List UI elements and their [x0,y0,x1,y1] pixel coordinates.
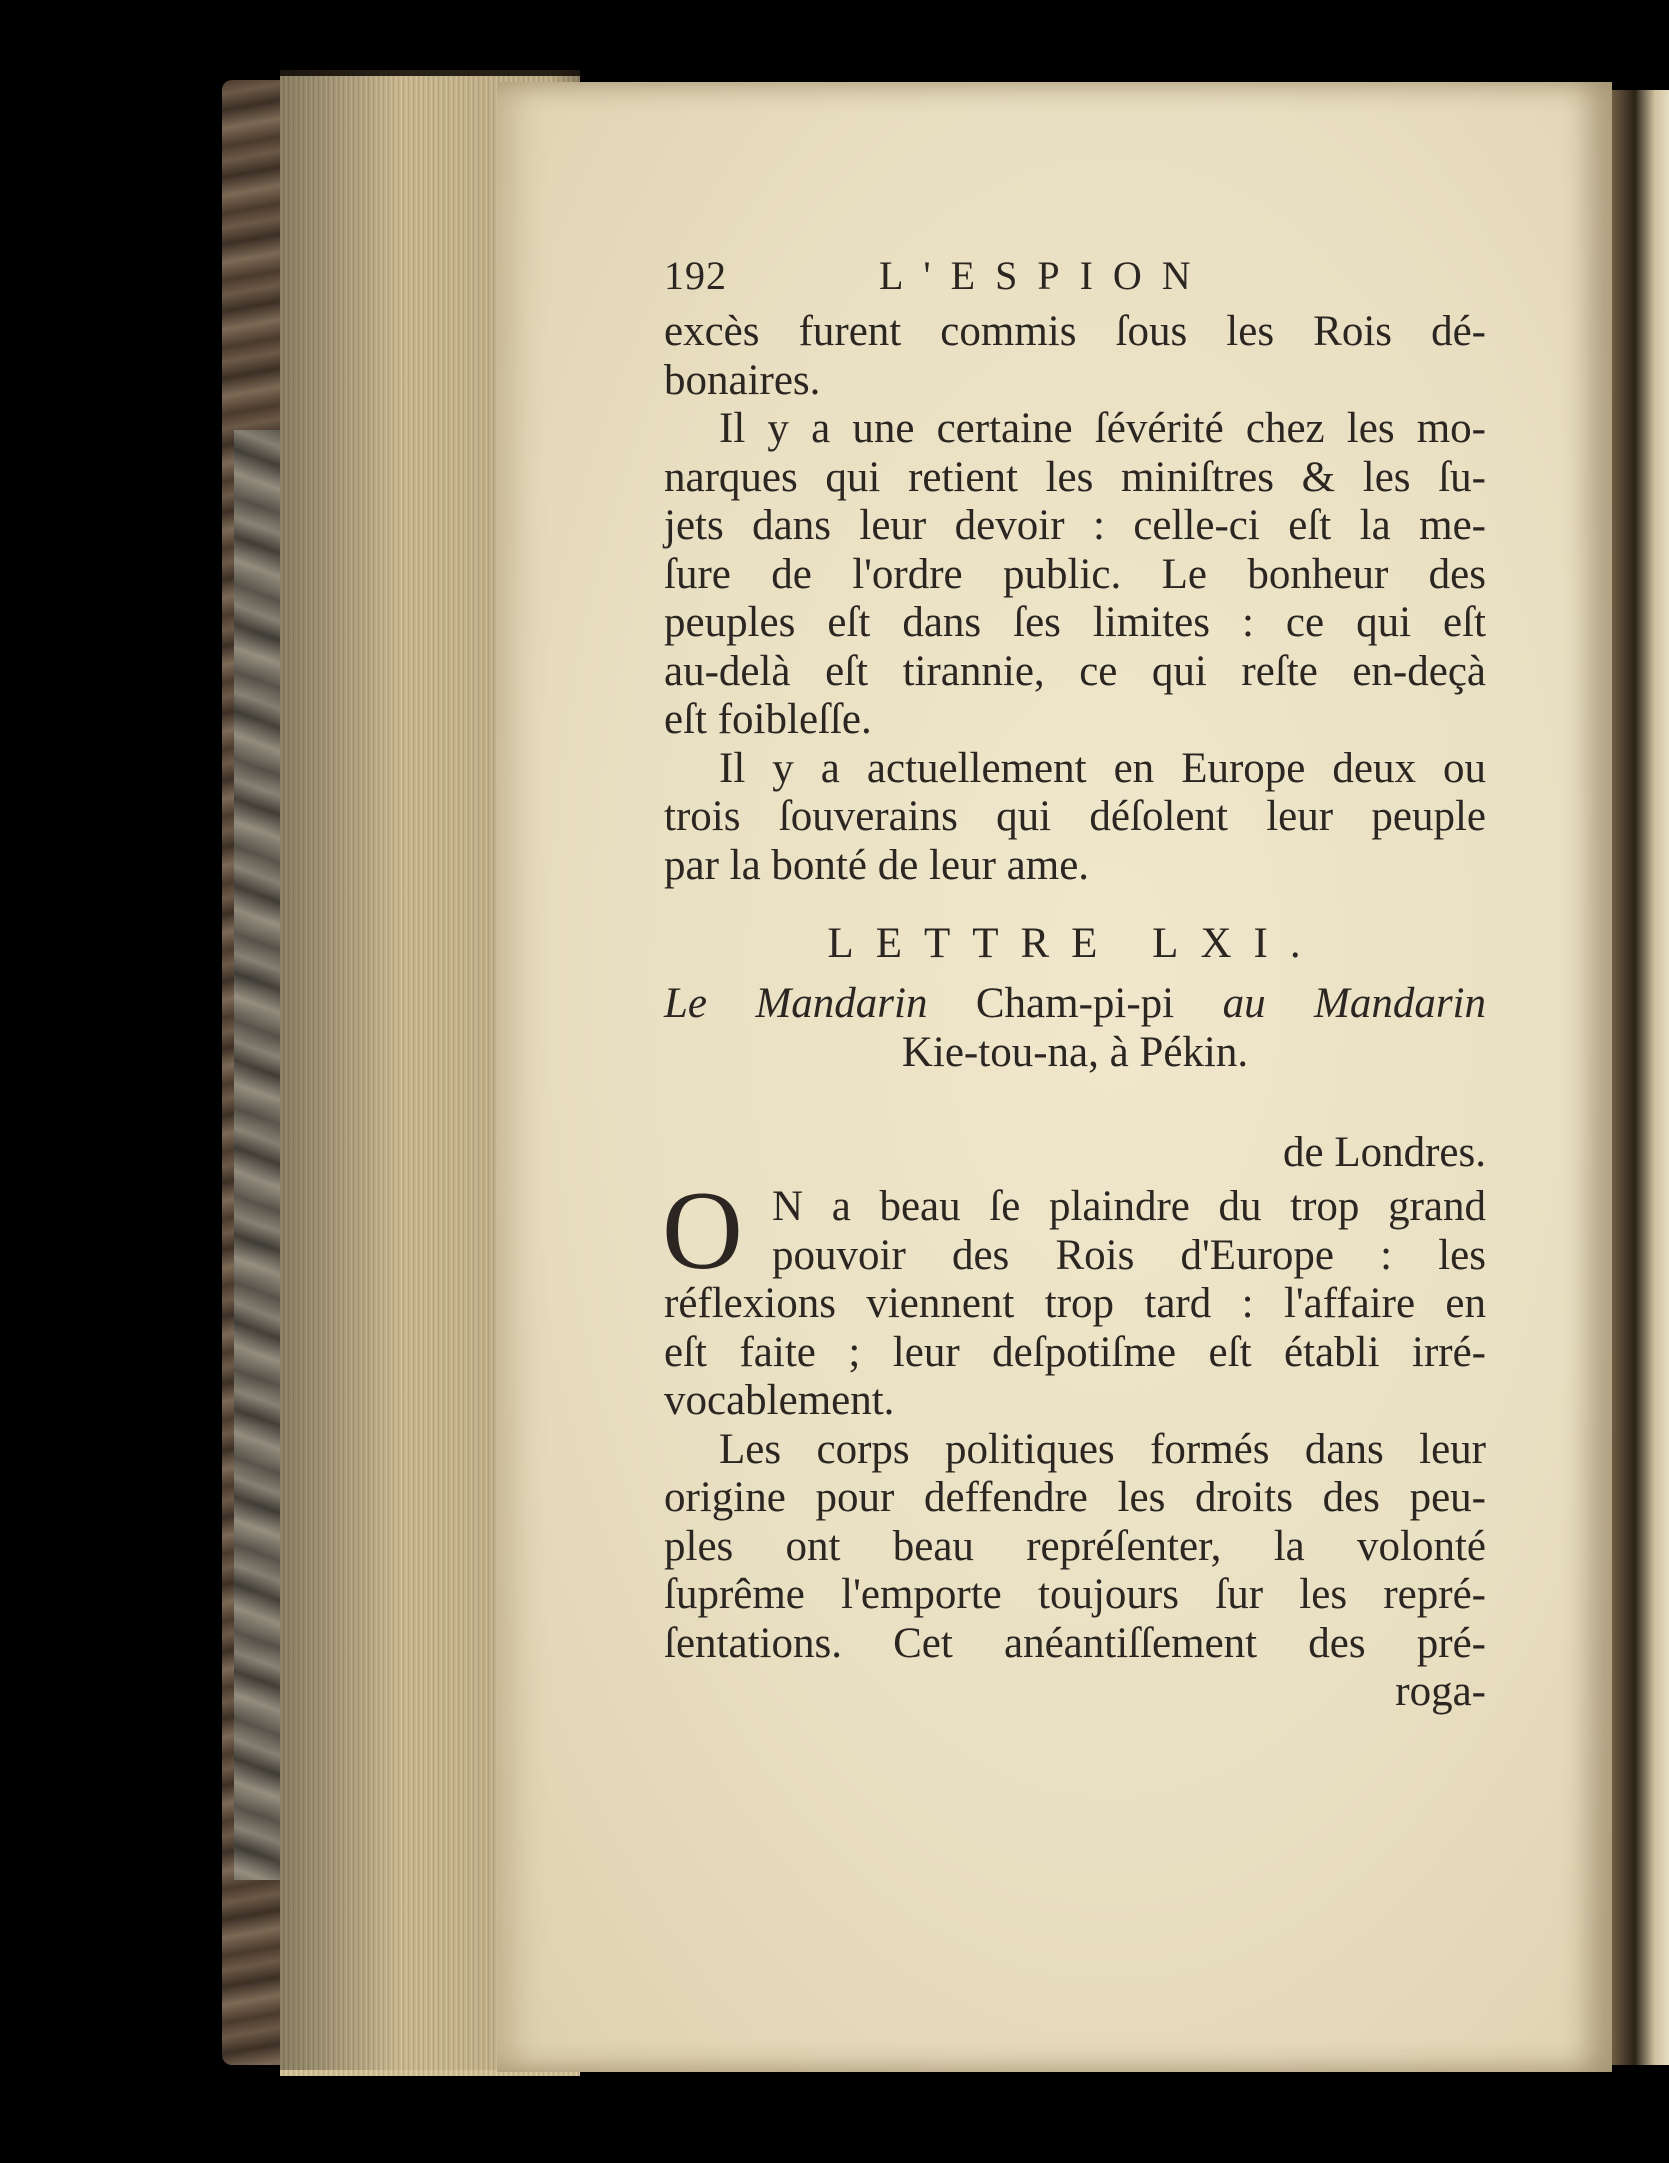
drop-cap: O [662,1169,743,1293]
text-line: pouvoir des Rois d'Europe : les [772,1231,1486,1279]
address-title-2: au Mandarin [1222,980,1486,1027]
text-line: réflexions viennent trop tard : l'affaire en [664,1280,1486,1327]
text-line: N a beau ſe plaindre du trop grand [772,1183,1486,1230]
page-gutter [1612,90,1669,2065]
paragraph-1 [664,308,1486,405]
text-line: Il y a une certaine ſévérité chez les mo- [719,405,1486,452]
letter-place: de Londres. [1283,1129,1486,1176]
text-line: jets dans leur devoir : celle-ci eſt la me- [664,502,1486,549]
text-line: origine pour deffendre les droits des peu- [664,1474,1486,1521]
text-line: ſure de l'ordre public. Le bonheur des [664,550,1486,598]
letter-heading: LETTRE LXI. [827,920,1323,967]
text-line: excès furent commis ſous les Rois dé- [664,308,1486,355]
text-line: eſt faite ; leur deſpotiſme eſt établi irré- [664,1328,1486,1376]
address-title-1: Le Mandarin [664,980,928,1027]
paragraph-3 [664,745,1486,891]
address-sender: Cham-pi-pi [975,980,1175,1027]
text-line: peuples eſt dans ſes limites : ce qui eſt [664,599,1486,646]
text-line: ples ont beau repréſenter, la volonté [664,1522,1486,1570]
letter-address-line-2: Kie-tou-na, à Pékin. [901,1028,1249,1076]
running-head: L'ESPION [879,253,1211,298]
text-line: narques qui retient les miniſtres & les ſu- [664,453,1486,501]
paragraph-2 [664,405,1486,745]
page-header [664,252,1486,308]
text-line: vocablement. [664,1377,895,1424]
paragraph-4 [662,1169,1486,1426]
text-line: Les corps politiques formés dans leur [719,1425,1486,1473]
text-line: trois ſouverains qui déſolent leur peuple [664,793,1486,840]
text-line: ſuprême l'emporte toujours ſur les repré- [664,1571,1486,1618]
page-text [664,252,1486,1717]
text-line: au-delà eſt tirannie, ce qui reſte en-deçà [664,647,1486,695]
text-line: bonaires. [664,356,821,404]
paragraph-5 [664,1426,1486,1669]
catchword: roga- [1395,1668,1486,1715]
letter-address-line-1 [664,980,1486,1029]
text-line: par la bonté de leur ame. [664,841,1090,889]
text-line: Il y a actuellement en Europe deux ou [719,744,1486,792]
text-line: eſt foibleſſe. [664,696,872,743]
text-line: ſentations. Cet anéantiſſement des pré- [664,1619,1486,1667]
page-number: 192 [664,253,727,298]
